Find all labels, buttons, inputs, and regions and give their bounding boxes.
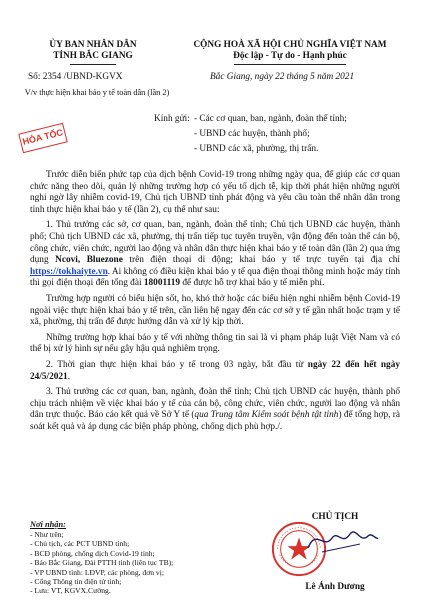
org-line-1: ỦY BAN NHÂN DÂN — [49, 40, 137, 50]
paragraph-1-3: Những trường hợp khai báo y tế với những thông tin sai là vi phạm pháp luật Việt Nam và có thể bị xử lý hình sự nếu gây hậu quả nghiêm trọng. — [30, 332, 400, 355]
p1-text-b: trên điện thoại di động; khai báo y tế trực tuyến tại địa chỉ — [122, 255, 400, 266]
signer-name: Lê Ánh Dương — [305, 582, 365, 592]
receivers-label: Nơi nhận: — [30, 520, 66, 529]
p2-dates: ngày 22 đến hết ngày 24/5/2021 — [30, 359, 400, 382]
org-underline — [70, 64, 116, 65]
p1-text-c: . Ai không có điều kiện khai báo y tế qua điện thoại thông minh hoặc máy tính thì gọi điện thoại đến tổng đài — [30, 266, 400, 289]
p3-cdc: qua Trung tâm Kiểm soát bệnh tật tỉnh — [194, 410, 339, 421]
document-number: Số: 2354 /UBND-KGVX — [28, 72, 123, 82]
national-motto — [170, 40, 410, 62]
org-line-2: TỈNH BẮC GIANG — [53, 51, 133, 61]
paragraph-2 — [30, 360, 400, 383]
recipient-item: - UBND các huyện, thành phố; — [194, 129, 310, 139]
urgent-stamp: HỎA TỐC — [18, 123, 67, 154]
receiver-item: - BCĐ phòng, chống dịch Covid-19 tỉnh; — [30, 548, 155, 558]
issuing-org — [18, 40, 168, 62]
receivers-list — [30, 530, 230, 596]
recipients-label: Kính gửi: — [154, 114, 190, 124]
nation-line-1: CỘNG HOÀ XÃ HỘI CHỦ NGHĨA VIỆT NAM — [193, 40, 387, 50]
paragraph-1-2: Trường hợp người có biểu hiện sốt, ho, khó thở hoặc các biểu hiện nghi nhiễm bệnh Covid-19 ngoài việc thực hiện khai báo y tế trên, cần liên hệ ngay đến các cơ sở y tế gần nhất hoặc trạm y tế xã, phường, thị trấn để được hướng dẫn và xử lý kịp thời. — [30, 293, 400, 328]
receiver-item: - Báo Bắc Giang, Đài PTTH tỉnh (liên tục TB); — [30, 558, 174, 568]
document-subject: V/v thực hiện khai báo y tế toàn dân (lần 2) — [24, 88, 170, 97]
paragraph-1 — [30, 220, 400, 290]
recipient-item: - UBND các xã, phường, thị trấn. — [194, 144, 319, 154]
document-body — [30, 170, 400, 433]
receiver-item: - VP UBND tỉnh: LĐVP, các phòng, đơn vị; — [30, 567, 164, 577]
recipient-item: - Các cơ quan, ban, ngành, đoàn thể tỉnh; — [194, 114, 347, 124]
p2-text-a: 2. Thời gian thực hiện khai báo y tế trong 03 ngày, bắt đầu từ — [46, 359, 308, 370]
p2-text-c: . — [67, 371, 71, 382]
receiver-item: - Như trên; — [30, 530, 64, 539]
receivers-block — [30, 520, 230, 596]
recipients-list — [194, 114, 414, 155]
receiver-item: - Chủ tịch, các PCT UBND tỉnh; — [30, 539, 130, 549]
receiver-item: - Lưu: VT, KGVX.Cường. — [30, 586, 111, 596]
intro-paragraph: Trước diễn biến phức tạp của dịch bệnh Covid-19 trong những ngày qua, để giúp các cơ quan chức năng theo dõi, quản lý những trường hợp có yếu tố dịch tễ, kịp thời phát hiện những người nghi ngờ lây nhiễm covid-19, Chủ tịch UBND tỉnh phát động và yêu cầu toàn thể nhân dân trong tỉnh thực hiện khai báo y tế (lần 2), cụ thể như sau: — [30, 170, 400, 215]
p1-text-a: 1. Thủ trưởng các sở, cơ quan, ban, ngành, đoàn thể tỉnh; Chủ tịch UBND các huyện, thành phố; Chủ tịch UBND các xã, phường, thị trấn tiếp tục tuyên truyền, vận động đến toàn thể cán bộ, công chức, viên chức, người lao động và nhân dân thực hiện khai báo y tế toàn dân (lần 2) qua ứng dụng — [30, 220, 400, 266]
place-date: Bắc Giang, ngày 22 tháng 5 năm 2021 — [210, 72, 355, 82]
motto-underline — [234, 64, 346, 65]
p1-apps: Ncovi, Bluezone — [55, 255, 123, 266]
signer-title: CHỦ TỊCH — [311, 512, 359, 522]
p3-text-a: 3. Thủ trưởng các cơ quan, ban, ngành, đoàn thể tỉnh; Chủ tịch UBND các huyện, thành phố chịu trách nhiệm về việc khai báo y tế của cán bộ, công chức, viên chức, người lao động và nhân dân trực thuộc. Báo cáo kết quả về Sở Y tế ( — [30, 387, 400, 421]
p1-text-d: để được hỗ trợ khai báo y tế miễn phí. — [180, 278, 325, 289]
p3-text-c: ) để tổng hợp, rà soát kết quả và áp dụng các biện pháp phòng, chống dịch phù hợp./. — [30, 410, 400, 432]
nation-line-2: Độc lập - Tự do - Hạnh phúc — [233, 51, 347, 61]
paragraph-3 — [30, 387, 400, 433]
signature-icon — [302, 520, 382, 560]
receiver-item: - Cổng Thông tin điện tử tỉnh; — [30, 577, 122, 587]
hotline-number: 18001119 — [143, 278, 181, 289]
declaration-link[interactable]: https://tokhaiyte.vn — [30, 266, 108, 277]
